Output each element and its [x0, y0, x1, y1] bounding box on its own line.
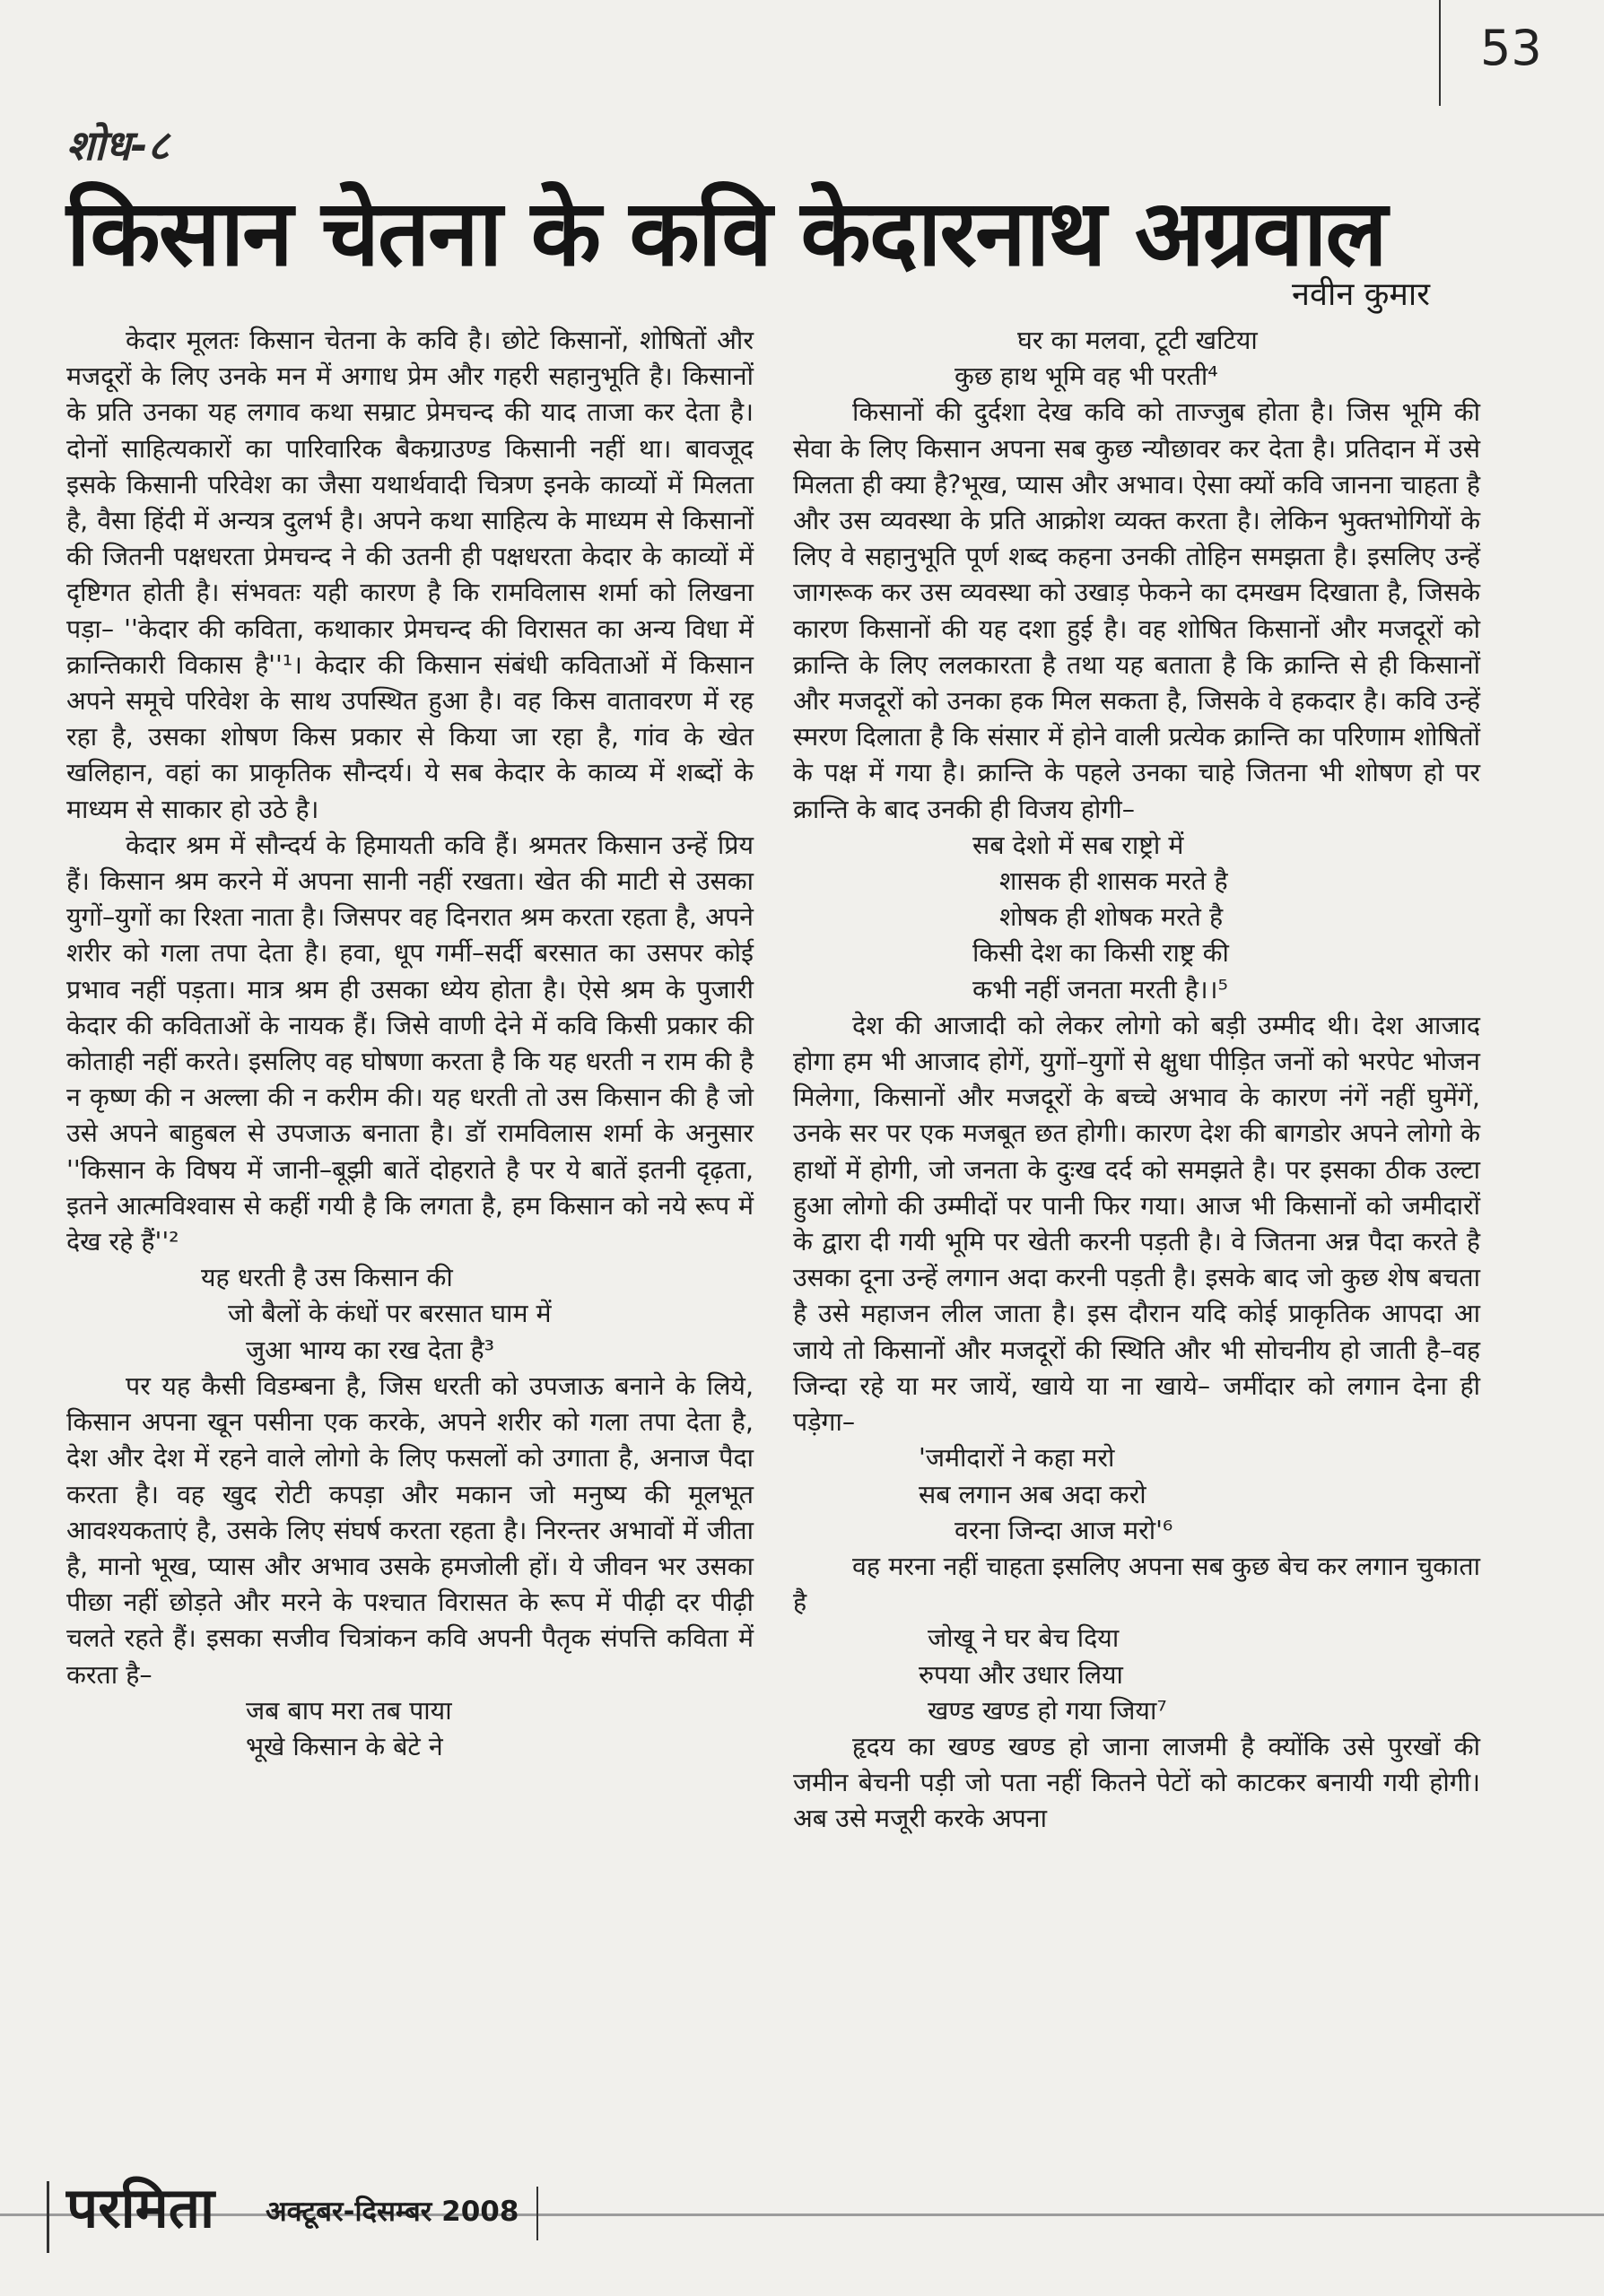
paragraph: केदार मूलतः किसान चेतना के कवि है। छोटे किसानों, शोषितों और मजदूरों के लिए उनके मन में अगाध प्रेम और गहरी सहानुभूति है। किसानों के प्रति उनका यह लगाव कथा सम्राट प्रेमचन्द की याद ताजा कर देता है। दोनों साहित्यकारों का पारिवारिक बैकग्राउण्ड किसानी नहीं था। बावजूद इसके किसानी परिवेश का जैसा यथार्थवादी चित्रण इनके काव्यों में मिलता है, वैसा हिंदी में अन्यत्र दुलर्भ है। अपने कथा साहित्य के माध्यम से किसानों की जितनी पक्षधरता प्रेमचन्द ने की उतनी ही पक्षधरता केदार के काव्यों में दृष्टिगत होती है। संभवतः यही कारण है कि रामविलास शर्मा को लिखना पड़ा– ''केदार की कविता, कथाकार प्रेमचन्द की विरासत का अन्य विधा में क्रान्तिकारी विकास है''¹। केदार की किसान संबंधी कविताओं में किसान अपने समूचे परिवेश के साथ उपस्थित हुआ है। वह किस वातावरण में रह रहा है, उसका शोषण किस प्रकार से किया जा रहा है, गांव के खेत खलिहान, वहां का प्राकृतिक सौन्दर्य। ये सब केदार के काव्य में शब्दों के माध्यम से साकार हो उठे है।: [66, 326, 754, 824]
corner-rule: [1439, 0, 1441, 106]
poem-excerpt: [793, 323, 1480, 395]
author-name: नवीन कुमार: [1292, 276, 1430, 313]
left-column: [66, 323, 754, 1765]
paragraph: वह मरना नहीं चाहता इसलिए अपना सब कुछ बेच कर लगान चुकाता है: [793, 1551, 1480, 1618]
footer-rule: [0, 2213, 1604, 2216]
poem-line: शासक ही शासक मरते है: [999, 866, 1228, 897]
poem-excerpt: [793, 1440, 1480, 1549]
poem-line: भूखे किसान के बेटे ने: [246, 1731, 443, 1761]
poem-line: सब देशो में सब राष्ट्रो में: [972, 830, 1184, 860]
poem-line: जुआ भाग्य का रख देता है³: [246, 1335, 495, 1365]
journal-name: परमिता: [66, 2175, 215, 2240]
poem-line: सब लगान अब अदा करो: [919, 1479, 1146, 1509]
poem-line: यह धरती है उस किसान की: [201, 1263, 453, 1293]
poem-line: कभी नहीं जनता मरती है।।⁵: [972, 974, 1228, 1004]
poem-line: 'जमीदारों ने कहा मरो: [919, 1443, 1115, 1474]
poem-line: खण्ड खण्ड हो गया जिया⁷: [928, 1695, 1167, 1726]
poem-line: कुछ हाथ भूमि वह भी परती⁴: [955, 361, 1218, 392]
poem-line: जोखू ने घर बेच दिया: [928, 1623, 1120, 1654]
page-number: 53: [1480, 20, 1542, 76]
poem-line: शोषक ही शोषक मरते है: [999, 902, 1224, 933]
poem-excerpt: [793, 828, 1480, 1008]
footer-divider: [47, 2181, 49, 2253]
poem-line: रुपया और उधार लिया: [919, 1659, 1123, 1690]
article-title: किसान चेतना के कवि केदारनाथ अग्रवाल: [66, 180, 1386, 287]
right-column: [793, 323, 1480, 1838]
paragraph: किसानों की दुर्दशा देख कवि को ताज्जुब होता है। जिस भूमि की सेवा के लिए किसान अपना सब कुछ न्यौछावर कर देता है। प्रतिदान में उसे मिलता ही क्या है?भूख, प्यास और अभाव। ऐसा क्यों कवि जानना चाहता है और उस व्यवस्था के प्रति आक्रोश व्यक्त करता है। लेकिन भुक्तभोगियों के लिए वे सहानुभूति पूर्ण शब्द कहना उनकी तोहिन समझता है। इसलिए उन्हें जागरूक कर उस व्यवस्था को उखाड़ फेकने का दमखम दिखाता है, जिसके कारण किसानों की यह दशा हुई है। वह शोषित किसानों और मजदूरों को क्रान्ति के लिए ललकारता है तथा यह बताता है कि क्रान्ति से ही किसानों और मजदूरों को उनका हक मिल सकता है, जिसके वे हकदार है। कवि उन्हें स्मरण दिलाता है कि संसार में होने वाली प्रत्येक क्रान्ति का परिणाम शोषितों के पक्ष में गया है। क्रान्ति के पहले उनका चाहे जितना भी शोषण हो पर क्रान्ति के बाद उनकी ही विजय होगी–: [793, 397, 1480, 824]
poem-line: जो बैलों के कंधों पर बरसात घाम में: [228, 1299, 552, 1329]
poem-line: जब बाप मरा तब पाया: [246, 1695, 452, 1726]
footer-divider: [536, 2187, 538, 2240]
paragraph: केदार श्रम में सौन्दर्य के हिमायती कवि हैं। श्रमतर किसान उन्हें प्रिय हैं। किसान श्रम करने में अपना सानी नहीं रखता। खेत की माटी से उसका युगों–युगों का रिश्ता नाता है। जिसपर वह दिनरात श्रम करता रहता है, अपने शरीर को गला तपा देता है। हवा, धूप गर्मी–सर्दी बरसात का उसपर कोई प्रभाव नहीं पड़ता। मात्र श्रम ही उसका ध्येय होता है। ऐसे श्रम के पुजारी केदार की कविताओं के नायक हैं। जिसे वाणी देने में कवि किसी प्रकार की कोताही नहीं करते। इसलिए वह घोषणा करता है कि यह धरती न राम की है न कृष्ण की न अल्ला की न करीम की। यह धरती तो उस किसान की है जो उसे अपने बाहुबल से उपजाऊ बनाता है। डॉ रामविलास शर्मा के अनुसार ''किसान के विषय में जानी–बूझी बातें दोहराते है पर ये बातें इतनी दृढ़ता, इतने आत्मविश्वास से कहीं गयी है कि लगता है, हम किसान को नये रूप में देख रहे हैं''²: [66, 830, 754, 1257]
poem-line: किसी देश का किसी राष्ट्र की: [972, 938, 1229, 969]
paragraph: हृदय का खण्ड खण्ड हो जाना लाजमी है क्योंकि उसे पुरखों की जमीन बेचनी पड़ी जो पता नहीं कितने पेटों को काटकर बनायी गयी होगी। अब उसे मजूरी करके अपना: [793, 1731, 1480, 1834]
poem-line: वरना जिन्दा आज मरो'⁶: [955, 1515, 1173, 1545]
poem-excerpt: [66, 1693, 754, 1765]
poem-excerpt: [66, 1260, 754, 1369]
poem-excerpt: [793, 1621, 1480, 1729]
issue-date: अक्टूबर-दिसम्बर 2008: [266, 2196, 519, 2228]
section-label: शोध-८: [66, 121, 170, 170]
paragraph: पर यह कैसी विडम्बना है, जिस धरती को उपजाऊ बनाने के लिये, किसान अपना खून पसीना एक करके, अपने शरीर को गला तपा देता है, देश और देश में रहने वाले लोगो के लिए फसलों को उगाता है, अनाज पैदा करता है। वह खुद रोटी कपड़ा और मकान जो मनुष्य की मूलभूत आवश्यकताएं है, उसके लिए संघर्ष करता रहता है। निरन्तर अभावों में जीता है, मानो भूख, प्यास और अभाव उसके हमजोली हों। ये जीवन भर उसका पीछा नहीं छोड़ते और मरने के पश्चात विरासत के रूप में पीढ़ी दर पीढ़ी चलते रहते हैं। इसका सजीव चित्रांकन कवि अपनी पैतृक संपत्ति कविता में करता है–: [66, 1370, 754, 1690]
paragraph: देश की आजादी को लेकर लोगो को बड़ी उम्मीद थी। देश आजाद होगा हम भी आजाद होगें, युगों–युगों से क्षुधा पीड़ित जनों को भरपेट भोजन मिलेगा, किसानों और मजदूरों के बच्चे अभाव के कारण नंगें नहीं घुमेंगें, उनके सर पर एक मजबूत छत होगी। कारण देश की बागडोर अपने लोगो के हाथों में होगी, जो जनता के दुःख दर्द को समझते है। पर इसका ठीक उल्टा हुआ लोगो की उम्मीदों पर पानी फिर गया। आज भी किसानों को जमीदारों के द्वारा दी गयी भूमि पर खेती करनी पड़ती है। वे जितना अन्न पैदा करते है उसका दूना उन्हें लगान अदा करनी पड़ती है। इसके बाद जो कुछ शेष बचता है उसे महाजन लील जाता है। इस दौरान यदि कोई प्राकृतिक आपदा आ जाये तो किसानों और मजदूरों की स्थिति और भी सोचनीय हो जाती है–वह जिन्दा रहे या मर जायें, खाये या ना खाये– जमींदार को लगान देना ही पड़ेगा–: [793, 1010, 1480, 1438]
poem-line: घर का मलवा, टूटी खटिया: [1017, 326, 1258, 355]
